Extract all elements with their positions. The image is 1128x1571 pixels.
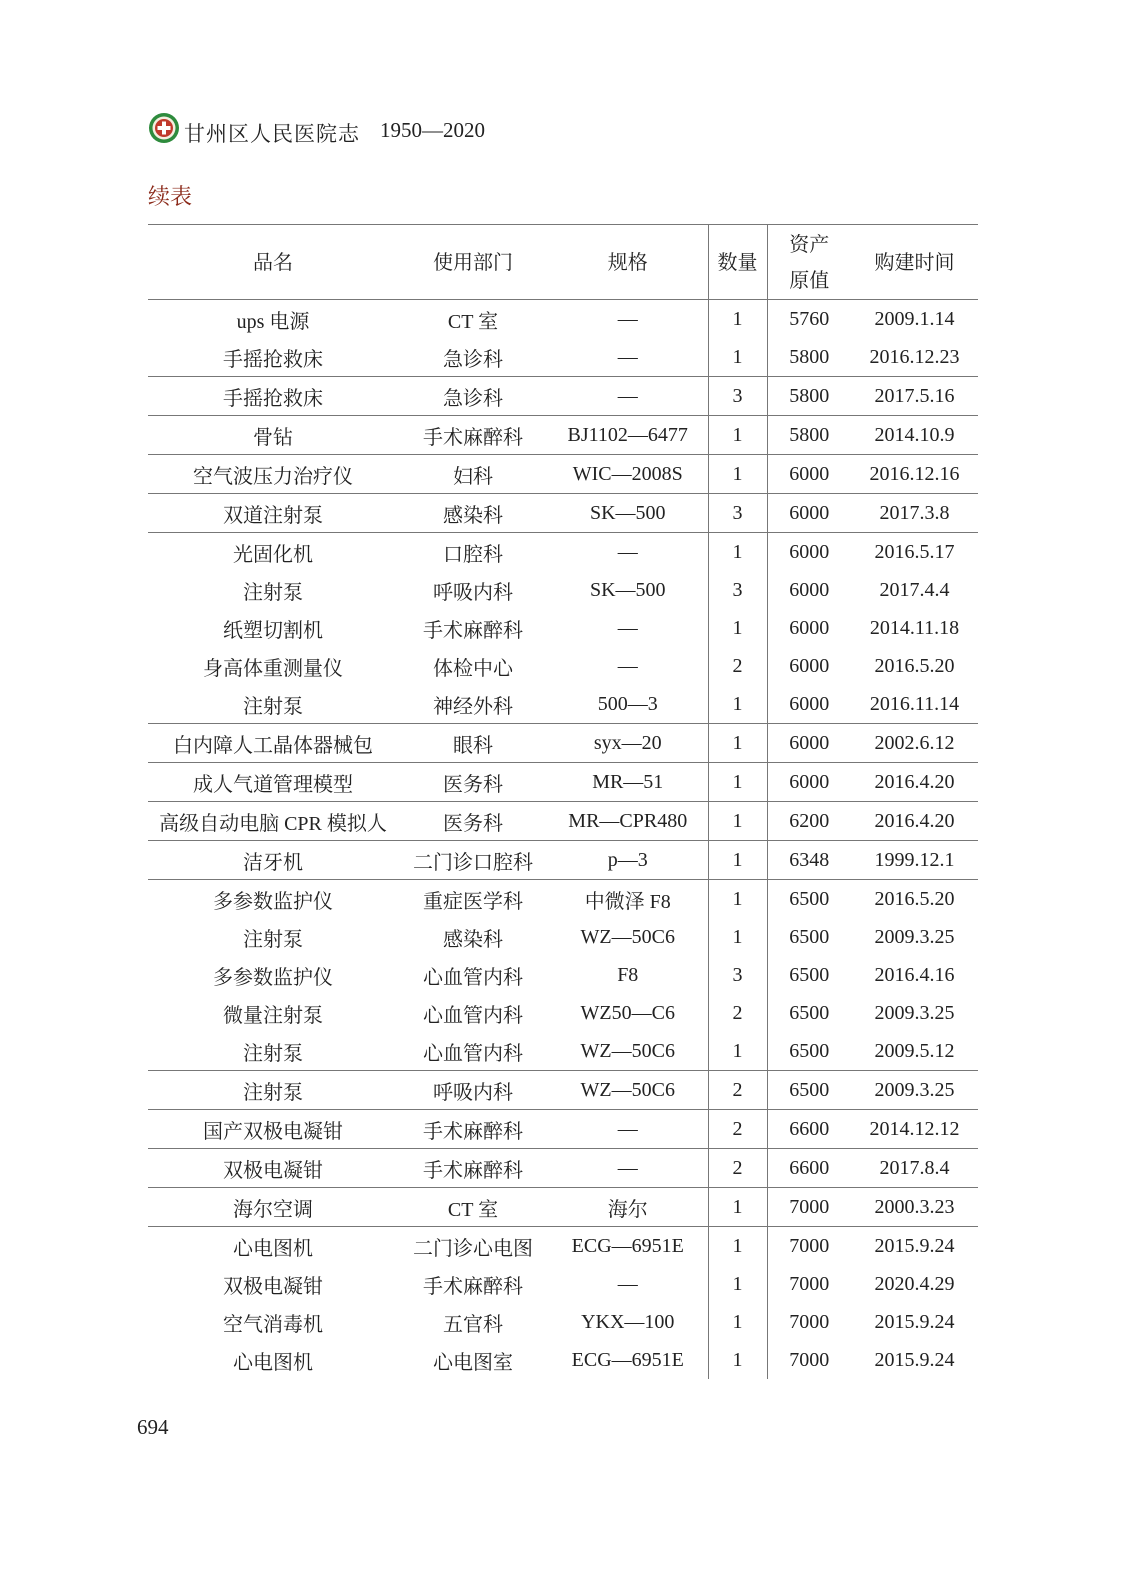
cell-spec: ECG—6951E xyxy=(571,1348,684,1371)
table-row xyxy=(148,338,978,377)
cell-quantity: 1 xyxy=(708,724,767,763)
cell-name: 骨钻 xyxy=(148,416,398,455)
col-header-asset-line1: 资产 xyxy=(789,232,830,256)
cell-date: 2016.5.17 xyxy=(851,533,978,572)
cell-quantity: 1 xyxy=(708,1227,767,1266)
col-header-asset-value xyxy=(767,225,851,300)
cell-spec: SK—500 xyxy=(548,494,708,533)
equipment-table xyxy=(148,224,978,1379)
cell-asset-value: 6000 xyxy=(767,647,851,685)
cell-asset-value: 6000 xyxy=(767,455,851,494)
cell-asset-value: 5800 xyxy=(767,338,851,377)
cell-date: 2016.5.20 xyxy=(874,654,955,677)
cell-name: 空气消毒机 xyxy=(223,1313,323,1336)
cell-spec: MR—CPR480 xyxy=(548,802,708,841)
cell-date: 2009.3.25 xyxy=(874,1001,955,1024)
cell-spec: WZ—50C6 xyxy=(580,925,675,948)
cell-spec: WZ—50C6 xyxy=(548,1071,708,1110)
cell-name: ups 电源 xyxy=(148,300,398,339)
cell-spec: F8 xyxy=(617,963,639,986)
cell-asset-value: 6000 xyxy=(767,494,851,533)
cell-quantity: 2 xyxy=(708,647,767,685)
cell-spec: YKX—100 xyxy=(581,1310,675,1333)
col-header-department: 使用部门 xyxy=(398,225,548,300)
cell-department: 手术麻醉科 xyxy=(398,1149,548,1188)
cell-name: 手摇抢救床 xyxy=(148,377,398,416)
cell-date: 2016.4.20 xyxy=(851,763,978,802)
cell-spec: SK—500 xyxy=(589,578,666,601)
cell-name: 手摇抢救床 xyxy=(223,348,323,371)
cell-quantity: 1 xyxy=(708,533,767,572)
page-number: 694 xyxy=(137,1415,169,1439)
cell-department: 呼吸内科 xyxy=(398,1071,548,1110)
cell-quantity: 1 xyxy=(708,685,767,724)
cell-name: 空气波压力治疗仪 xyxy=(148,455,398,494)
cell-department: 心血管内科 xyxy=(423,1042,523,1065)
cell-name: 心电图机 xyxy=(148,1227,398,1266)
table-body xyxy=(148,300,978,1380)
table-row xyxy=(148,956,978,994)
cell-date: 2016.12.23 xyxy=(869,345,960,368)
cell-spec: MR—51 xyxy=(548,763,708,802)
table-row xyxy=(148,994,978,1032)
cell-name: 心电图机 xyxy=(233,1351,313,1374)
col-header-name: 品名 xyxy=(148,225,398,300)
cell-department: 手术麻醉科 xyxy=(398,1110,548,1149)
cell-asset-value: 7000 xyxy=(767,1227,851,1266)
cell-date: 2002.6.12 xyxy=(851,724,978,763)
cell-department: 五官科 xyxy=(443,1313,503,1336)
cell-department: 神经外科 xyxy=(433,695,513,718)
cell-quantity: 1 xyxy=(708,1032,767,1071)
cell-date: 2016.4.20 xyxy=(851,802,978,841)
cell-date: 2017.5.16 xyxy=(851,377,978,416)
cell-quantity: 2 xyxy=(708,994,767,1032)
cell-date: 2016.5.20 xyxy=(851,880,978,919)
col-header-asset-line2: 原值 xyxy=(789,268,830,292)
table-header-row xyxy=(148,225,978,300)
table-row xyxy=(148,1341,978,1379)
cell-asset-value: 6000 xyxy=(767,685,851,724)
cell-quantity: 1 xyxy=(708,841,767,880)
cell-quantity: 1 xyxy=(708,763,767,802)
cell-spec: — xyxy=(548,1110,708,1149)
cell-asset-value: 6000 xyxy=(767,609,851,647)
cell-spec: 海尔 xyxy=(548,1188,708,1227)
cell-department: 二门诊心电图 xyxy=(398,1227,548,1266)
cell-asset-value: 6500 xyxy=(767,1032,851,1071)
cell-quantity: 1 xyxy=(708,918,767,956)
table-row xyxy=(148,1071,978,1110)
cell-date: 2016.11.14 xyxy=(869,692,960,715)
cell-date: 2017.4.4 xyxy=(879,578,950,601)
cell-name: 成人气道管理模型 xyxy=(148,763,398,802)
table-row xyxy=(148,1110,978,1149)
cell-spec: syx—20 xyxy=(548,724,708,763)
cell-department: 妇科 xyxy=(398,455,548,494)
cell-spec: — xyxy=(617,654,638,677)
cell-spec: 500—3 xyxy=(597,692,658,715)
cell-spec: — xyxy=(548,1149,708,1188)
cell-department: 心血管内科 xyxy=(423,1004,523,1027)
cell-name: 高级自动电脑 CPR 模拟人 xyxy=(148,802,398,841)
cell-name: 注射泵 xyxy=(243,1042,303,1065)
cell-quantity: 1 xyxy=(708,1265,767,1303)
hospital-emblem-icon xyxy=(148,112,180,144)
cell-quantity: 2 xyxy=(708,1071,767,1110)
cell-spec: 中微泽 F8 xyxy=(548,880,708,919)
cell-asset-value: 6600 xyxy=(767,1110,851,1149)
table-row xyxy=(148,1149,978,1188)
cell-quantity: 1 xyxy=(708,880,767,919)
cell-asset-value: 6000 xyxy=(767,533,851,572)
cell-spec: — xyxy=(617,345,638,368)
cell-date: 1999.12.1 xyxy=(851,841,978,880)
table-row xyxy=(148,1032,978,1071)
cell-asset-value: 6500 xyxy=(767,956,851,994)
cell-asset-value: 6500 xyxy=(767,994,851,1032)
cell-asset-value: 6500 xyxy=(767,880,851,919)
cell-date: 2020.4.29 xyxy=(874,1272,955,1295)
cell-name: 注射泵 xyxy=(243,928,303,951)
table-row xyxy=(148,300,978,339)
table-row xyxy=(148,1303,978,1341)
cell-spec: — xyxy=(617,1272,638,1295)
cell-department: 急诊科 xyxy=(443,348,503,371)
table-row xyxy=(148,724,978,763)
cell-date: 2016.4.16 xyxy=(874,963,955,986)
book-years: 1950—2020 xyxy=(380,118,485,142)
col-header-quantity: 数量 xyxy=(708,225,767,300)
cell-name: 洁牙机 xyxy=(148,841,398,880)
cell-asset-value: 5760 xyxy=(767,300,851,339)
cell-quantity: 1 xyxy=(708,609,767,647)
cell-date: 2015.9.24 xyxy=(851,1227,978,1266)
table-row xyxy=(148,1265,978,1303)
cell-date: 2014.12.12 xyxy=(851,1110,978,1149)
cell-quantity: 1 xyxy=(708,1303,767,1341)
cell-department: 感染科 xyxy=(443,928,503,951)
cell-name: 多参数监护仪 xyxy=(213,966,333,989)
table-row xyxy=(148,918,978,956)
cell-department: 心电图室 xyxy=(433,1351,513,1374)
cell-department: 手术麻醉科 xyxy=(423,619,523,642)
cell-quantity: 2 xyxy=(708,1110,767,1149)
cell-department: 眼科 xyxy=(398,724,548,763)
cell-quantity: 3 xyxy=(708,956,767,994)
table-row xyxy=(148,494,978,533)
cell-department: 手术麻醉科 xyxy=(423,1275,523,1298)
cell-date: 2017.3.8 xyxy=(851,494,978,533)
cell-spec: ECG—6951E xyxy=(548,1227,708,1266)
cell-quantity: 1 xyxy=(708,338,767,377)
table-row xyxy=(148,571,978,609)
cell-asset-value: 6200 xyxy=(767,802,851,841)
cell-spec: BJ1102—6477 xyxy=(548,416,708,455)
cell-quantity: 1 xyxy=(708,455,767,494)
cell-name: 光固化机 xyxy=(148,533,398,572)
cell-asset-value: 6000 xyxy=(767,724,851,763)
cell-spec: — xyxy=(617,616,638,639)
cell-department: 感染科 xyxy=(398,494,548,533)
cell-name: 身高体重测量仪 xyxy=(203,657,343,680)
cell-date: 2014.10.9 xyxy=(851,416,978,455)
cell-quantity: 1 xyxy=(708,300,767,339)
cell-name: 白内障人工晶体器械包 xyxy=(148,724,398,763)
table-row xyxy=(148,609,978,647)
cell-spec: p—3 xyxy=(548,841,708,880)
cell-spec: WZ50—C6 xyxy=(580,1001,675,1024)
cell-department: 体检中心 xyxy=(433,657,513,680)
cell-name: 双极电凝钳 xyxy=(148,1149,398,1188)
table-row xyxy=(148,377,978,416)
cell-asset-value: 6348 xyxy=(767,841,851,880)
cell-date: 2016.12.16 xyxy=(851,455,978,494)
table-row xyxy=(148,1227,978,1266)
cell-asset-value: 7000 xyxy=(767,1265,851,1303)
cell-date: 2015.9.24 xyxy=(874,1310,955,1333)
cell-asset-value: 6600 xyxy=(767,1149,851,1188)
cell-quantity: 1 xyxy=(708,802,767,841)
cell-spec: WZ—50C6 xyxy=(580,1039,675,1062)
cell-department: 二门诊口腔科 xyxy=(398,841,548,880)
cell-asset-value: 7000 xyxy=(767,1341,851,1379)
cell-date: 2009.3.25 xyxy=(851,1071,978,1110)
cell-quantity: 1 xyxy=(708,1188,767,1227)
cell-quantity: 3 xyxy=(708,494,767,533)
cell-name: 双极电凝钳 xyxy=(223,1275,323,1298)
cell-department: CT 室 xyxy=(398,1188,548,1227)
cell-date: 2009.5.12 xyxy=(874,1039,955,1062)
col-header-spec: 规格 xyxy=(548,225,708,300)
cell-quantity: 3 xyxy=(708,571,767,609)
cell-department: 口腔科 xyxy=(398,533,548,572)
cell-spec: — xyxy=(548,377,708,416)
cell-date: 2014.11.18 xyxy=(869,616,960,639)
cell-department: 医务科 xyxy=(398,763,548,802)
table-row xyxy=(148,533,978,572)
cell-quantity: 1 xyxy=(708,1341,767,1379)
cell-spec: WIC—2008S xyxy=(548,455,708,494)
table-row xyxy=(148,880,978,919)
cell-asset-value: 7000 xyxy=(767,1188,851,1227)
table-row xyxy=(148,455,978,494)
cell-name: 海尔空调 xyxy=(148,1188,398,1227)
cell-asset-value: 5800 xyxy=(767,416,851,455)
cell-date: 2000.3.23 xyxy=(851,1188,978,1227)
cell-department: 重症医学科 xyxy=(398,880,548,919)
cell-department: 医务科 xyxy=(398,802,548,841)
cell-department: 心血管内科 xyxy=(423,966,523,989)
table-row xyxy=(148,802,978,841)
cell-name: 纸塑切割机 xyxy=(223,619,323,642)
book-title: 甘州区人民医院志 xyxy=(184,122,360,146)
cell-department: 手术麻醉科 xyxy=(398,416,548,455)
table-row xyxy=(148,1188,978,1227)
cell-department: 呼吸内科 xyxy=(433,581,513,604)
cell-asset-value: 6500 xyxy=(767,1071,851,1110)
cell-asset-value: 5800 xyxy=(767,377,851,416)
cell-asset-value: 7000 xyxy=(767,1303,851,1341)
cell-department: 急诊科 xyxy=(398,377,548,416)
cell-name: 国产双极电凝钳 xyxy=(148,1110,398,1149)
cell-date: 2009.1.14 xyxy=(851,300,978,339)
cell-quantity: 3 xyxy=(708,377,767,416)
cell-asset-value: 6000 xyxy=(767,571,851,609)
cell-spec: — xyxy=(548,533,708,572)
table-row xyxy=(148,647,978,685)
table-row xyxy=(148,841,978,880)
cell-asset-value: 6000 xyxy=(767,763,851,802)
cell-name: 注射泵 xyxy=(148,1071,398,1110)
cell-quantity: 1 xyxy=(708,416,767,455)
table-row xyxy=(148,416,978,455)
table-row xyxy=(148,685,978,724)
cell-name: 双道注射泵 xyxy=(148,494,398,533)
table-row xyxy=(148,763,978,802)
cell-date: 2015.9.24 xyxy=(874,1348,955,1371)
continued-label: 续表 xyxy=(148,185,193,210)
cell-name: 多参数监护仪 xyxy=(148,880,398,919)
cell-date: 2017.8.4 xyxy=(851,1149,978,1188)
cell-asset-value: 6500 xyxy=(767,918,851,956)
cell-spec: — xyxy=(548,300,708,339)
cell-department: CT 室 xyxy=(398,300,548,339)
cell-quantity: 2 xyxy=(708,1149,767,1188)
cell-name: 微量注射泵 xyxy=(223,1004,323,1027)
cell-name: 注射泵 xyxy=(243,581,303,604)
cell-name: 注射泵 xyxy=(243,695,303,718)
col-header-date: 购建时间 xyxy=(851,225,978,300)
cell-date: 2009.3.25 xyxy=(874,925,955,948)
